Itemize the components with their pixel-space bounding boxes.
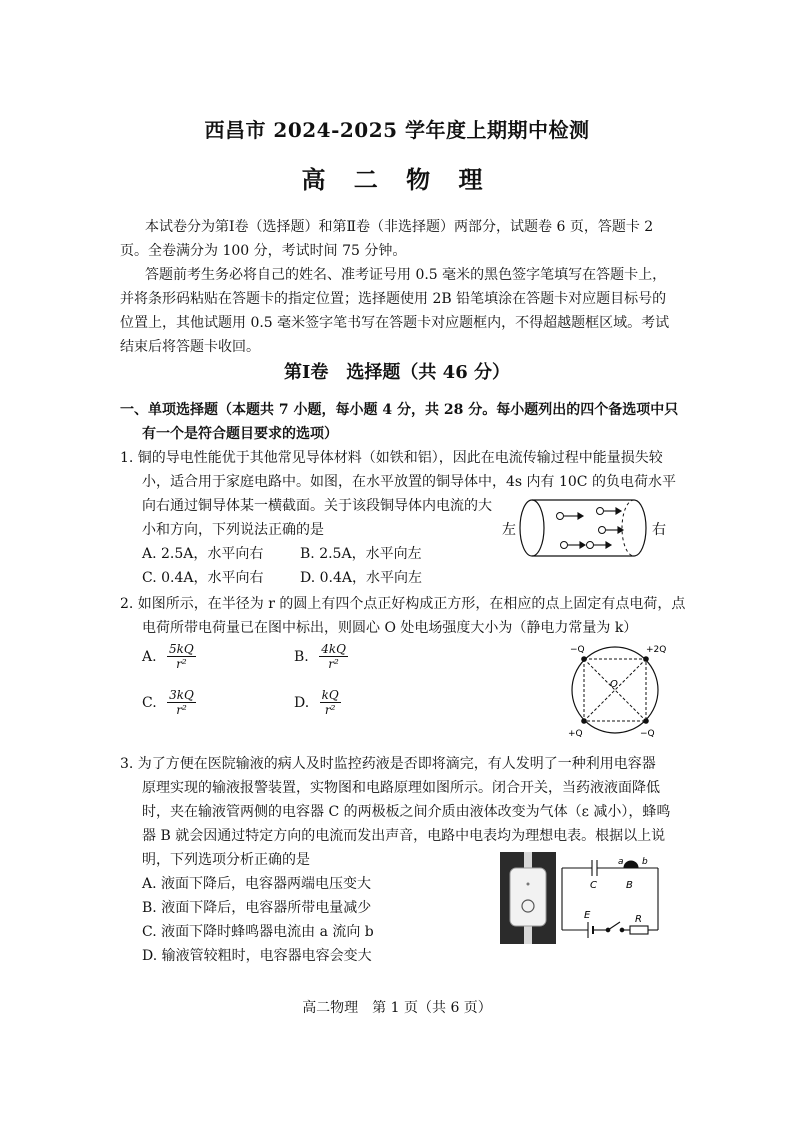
charge-point — [581, 656, 587, 662]
cylinder-left-face — [520, 500, 544, 556]
q2-option-c — [142, 688, 196, 717]
option-label: A. — [142, 648, 157, 665]
numerator: 3kQ — [169, 688, 194, 702]
intro-line: 并将条形码粘贴在答题卡的指定位置；选择题使用 2B 铅笔填涂在答题卡对应题目标号的 — [120, 291, 667, 307]
fraction — [167, 642, 196, 671]
center-label: O — [610, 679, 618, 690]
arrowhead-icon — [580, 542, 585, 548]
resistor-label: R — [635, 914, 642, 925]
option-label: C. — [142, 694, 157, 711]
charge-point — [581, 718, 587, 724]
q1-stem-line: 小和方向，下列说法正确的是 — [142, 522, 324, 538]
battery-label: E — [584, 910, 591, 921]
resistor-icon — [630, 926, 648, 934]
charge-point — [643, 656, 649, 662]
cylinder-right-face — [634, 500, 646, 556]
fraction — [167, 688, 196, 717]
buzzer-label: B — [626, 880, 633, 891]
q2-circle-figure — [560, 640, 670, 740]
q1-option-a: A. 2.5A，水平向右 — [142, 546, 264, 562]
capacitor-label: C — [590, 880, 597, 891]
device-led-icon — [527, 883, 530, 886]
fraction — [319, 642, 348, 671]
intro-line: 页。全卷满分为 100 分，考试时间 75 分钟。 — [120, 243, 407, 259]
charge-label: +2Q — [646, 645, 667, 655]
charge-label: +Q — [568, 729, 583, 739]
terminal-label-a: a — [618, 857, 624, 867]
q1-option-b: B. 2.5A，水平向左 — [300, 546, 422, 562]
denominator: r² — [328, 657, 339, 671]
q3-stem-line: 原理实现的输液报警装置，实物图和电路原理如图所示。闭合开关，当药液液面降低 — [142, 780, 660, 796]
fraction — [320, 688, 341, 717]
cylinder-hidden-edge — [622, 500, 634, 556]
q2-stem-line: 2. 如图所示，在半径为 r 的圆上有四个点正好构成正方形，在相应的点上固定有点电荷，点 — [120, 596, 686, 612]
denominator: r² — [176, 703, 187, 717]
option-label: D. — [294, 694, 310, 711]
q2-option-a — [142, 642, 196, 671]
q3-option-b: B. 液面下降后，电容器所带电量减少 — [142, 900, 372, 916]
numerator: kQ — [321, 688, 339, 702]
electron-icon — [599, 527, 606, 534]
numerator: 5kQ — [169, 642, 194, 656]
q3-option-a: A. 液面下降后，电容器两端电压变大 — [142, 876, 372, 892]
q1-stem-line: 1. 铜的导电性能优于其他常见导体材料（如铁和铝），因此在电流传输过程中能量损失较 — [120, 450, 663, 466]
denominator: r² — [324, 703, 336, 717]
q3-device-photo — [500, 852, 556, 944]
q3-circuit-diagram — [558, 852, 662, 944]
electron-icon — [561, 542, 568, 549]
q1-conductor-figure — [498, 492, 670, 564]
charge-label: −Q — [570, 645, 585, 655]
option-label: B. — [294, 648, 309, 665]
subject-title: 高 二 物 理 — [301, 165, 493, 194]
q3-stem-line: 器 B 就会因通过特定方向的电流而发出声音，电路中电表均为理想电表。根据以上说 — [142, 828, 666, 844]
q1-stem-line: 向右通过铜导体某一横截面。关于该段铜导体内电流的大 — [142, 498, 492, 514]
denominator: r² — [176, 657, 187, 671]
fig-label-right: 右 — [652, 522, 666, 538]
q3-stem-line: 时，夹在输液管两侧的电容器 C 的两极板之间介质由液体改变为气体（ε 减小），蜂鸣 — [142, 804, 671, 820]
section-title: 第Ⅰ卷 选择题（共 46 分） — [283, 362, 510, 383]
part-heading: 有一个是符合题目要求的选项） — [142, 426, 338, 442]
page-footer: 高二物理 第 1 页（共 6 页） — [302, 1000, 492, 1016]
q1-option-c: C. 0.4A，水平向右 — [142, 570, 264, 586]
fig-label-left: 左 — [502, 522, 516, 538]
charge-label: −Q — [640, 729, 655, 739]
intro-line: 本试卷分为第Ⅰ卷（选择题）和第Ⅱ卷（非选择题）两部分，试题卷 6 页，答题卡 2 — [145, 219, 654, 235]
diagonal-dashed — [584, 659, 646, 721]
intro-line: 答题前考生务必将自己的姓名、准考证号用 0.5 毫米的黑色签字笔填写在答题卡上， — [145, 267, 667, 283]
diagonal-dashed — [584, 659, 646, 721]
arrowhead-icon — [578, 513, 583, 519]
charge-point — [643, 718, 649, 724]
square-dashed — [584, 659, 646, 721]
q3-option-c: C. 液面下降时蜂鸣器电流由 a 流向 b — [142, 924, 374, 940]
alarm-device — [510, 868, 546, 926]
q1-stem-line: 小，适合用于家庭电路中。如图，在水平放置的铜导体中，4s 内有 10C 的负电荷水平 — [142, 474, 676, 490]
q2-option-b — [294, 642, 348, 671]
buzzer-icon — [624, 861, 638, 868]
electron-icon — [597, 508, 604, 515]
arrowhead-icon — [616, 508, 621, 514]
numerator: 4kQ — [321, 642, 346, 656]
switch-lever — [608, 922, 620, 930]
terminal-label-b: b — [642, 857, 648, 867]
intro-line: 位置上，其他试题用 0.5 毫米签字笔书写在答题卡对应题框内，不得超越题框区域。考试 — [120, 315, 670, 331]
part-heading: 一、单项选择题（本题共 7 小题，每小题 4 分，共 28 分。每小题列出的四个备选项中只 — [120, 402, 679, 418]
q3-option-d: D. 输液管较粗时，电容器电容会变大 — [142, 948, 372, 964]
electron-icon — [587, 542, 594, 549]
exam-title: 西昌市 2024-2025 学年度上期期中检测 — [204, 118, 590, 142]
electron-icon — [557, 513, 564, 520]
q2-stem-line: 电荷所带电荷量已在图中标出，则圆心 O 处电场强度大小为（静电力常量为 k） — [142, 620, 638, 636]
intro-line: 结束后将答题卡收回。 — [120, 339, 260, 355]
q2-option-d — [294, 688, 341, 717]
q3-stem-line: 3. 为了方便在医院输液的病人及时监控药液是否即将滴完，有人发明了一种利用电容器 — [120, 756, 656, 772]
q3-stem-line: 明，下列选项分析正确的是 — [142, 852, 310, 868]
arrowhead-icon — [606, 542, 611, 548]
q1-option-d: D. 0.4A，水平向左 — [300, 570, 423, 586]
